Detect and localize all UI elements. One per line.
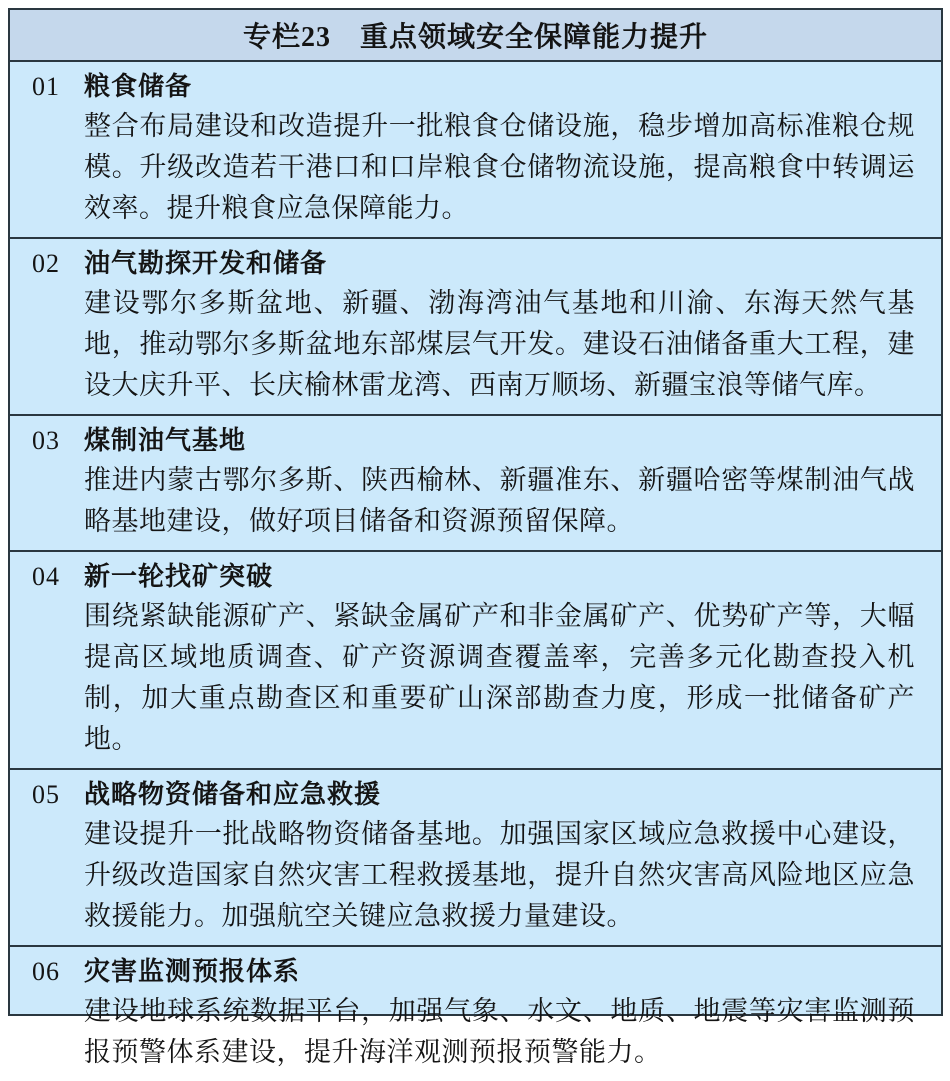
section-heading: 煤制油气基地: [84, 426, 247, 455]
section-heading: 战略物资储备和应急救援: [84, 780, 382, 809]
section-oil-gas-exploration: [10, 239, 941, 416]
section-mineral-prospecting: [10, 552, 941, 770]
section-number: 05: [32, 780, 60, 809]
section-coal-to-oil-gas-bases: [10, 416, 941, 552]
section-heading: 灾害监测预报体系: [84, 957, 301, 986]
section-number: 01: [32, 72, 60, 101]
section-grain-reserves: [10, 62, 941, 239]
section-number: 06: [32, 957, 60, 986]
special-column-panel: [8, 8, 943, 1067]
section-heading: 新一轮找矿突破: [84, 562, 274, 591]
section-number: 02: [32, 249, 60, 278]
section-number: 04: [32, 562, 60, 591]
section-number: 03: [32, 426, 60, 455]
section-body-text: 推进内蒙古鄂尔多斯、陕西榆林、新疆准东、新疆哈密等煤制油气战略基地建设，做好项目储备和资源预留保障。: [84, 465, 915, 536]
section-body-text: 建设鄂尔多斯盆地、新疆、渤海湾油气基地和川渝、东海天然气基地，推动鄂尔多斯盆地东部煤层气开发。建设石油储备重大工程，建设大庆升平、长庆榆林雷龙湾、西南万顺场、新疆宝浪等储气库。: [84, 288, 915, 400]
panel-title: 专栏23 重点领域安全保障能力提升: [242, 22, 708, 53]
section-heading: 油气勘探开发和储备: [84, 249, 328, 278]
section-disaster-monitoring: [10, 947, 941, 1081]
section-strategic-materials-rescue: [10, 770, 941, 947]
panel-body: [10, 62, 941, 1081]
panel-header: [10, 10, 941, 62]
section-heading: 粮食储备: [84, 72, 193, 101]
section-body-text: 围绕紧缺能源矿产、紧缺金属矿产和非金属矿产、优势矿产等，大幅提高区域地质调查、矿产资源调查覆盖率，完善多元化勘查投入机制，加大重点勘查区和重要矿山深部勘查力度，形成一批储备矿产地。: [84, 601, 915, 754]
section-body-text: 建设地球系统数据平台，加强气象、水文、地质、地震等灾害监测预报预警体系建设，提升海洋观测预报预警能力。: [84, 996, 915, 1067]
section-body-text: 整合布局建设和改造提升一批粮食仓储设施，稳步增加高标准粮仓规模。升级改造若干港口和口岸粮食仓储物流设施，提高粮食中转调运效率。提升粮食应急保障能力。: [84, 111, 915, 223]
section-body-text: 建设提升一批战略物资储备基地。加强国家区域应急救援中心建设，升级改造国家自然灾害工程救援基地，提升自然灾害高风险地区应急救援能力。加强航空关键应急救援力量建设。: [84, 819, 915, 931]
